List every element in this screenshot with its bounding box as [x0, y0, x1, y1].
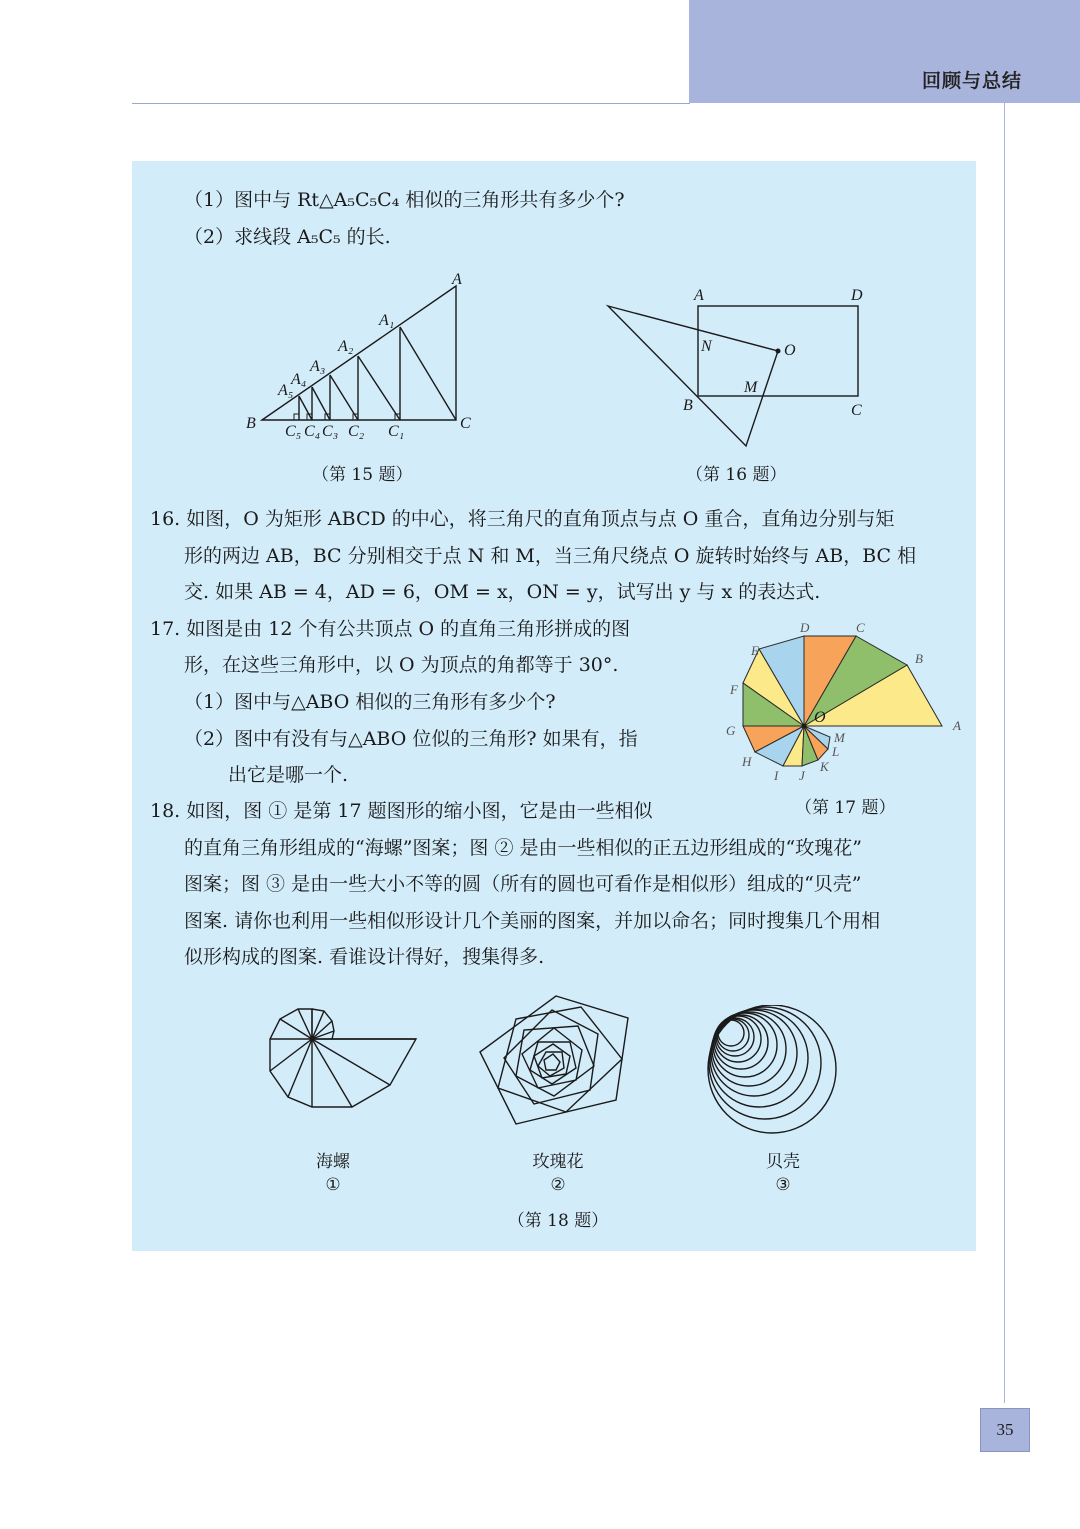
- fig15-label-C4: C₄: [304, 423, 321, 440]
- fig17-label-B: B: [915, 651, 923, 666]
- q17-line5: 出它是哪一个.: [228, 764, 349, 786]
- fig17-label-H: H: [742, 754, 752, 769]
- q17-line3: （1）图中与△ABO 相似的三角形有多少个?: [184, 691, 556, 713]
- fig16-label-D: D: [851, 287, 863, 304]
- q17-line1: 17. 如图是由 12 个有公共顶点 O 的直角三角形拼成的图: [150, 618, 631, 640]
- fig18-caption: （第 18 题）: [507, 1211, 609, 1231]
- q18-line4: 图案. 请你也利用一些相似形设计几个美丽的图案，并加以命名；同时搜集几个用相: [184, 910, 881, 932]
- page-number: 35: [980, 1408, 1030, 1452]
- q18-line3: 图案；图 ③ 是由一些大小不等的圆（所有的圆也可看作是相似形）组成的“贝壳”: [184, 873, 862, 895]
- q16-line3: 交. 如果 AB = 4，AD = 6，OM = x，ON = y，试写出 y 与 x 的表达式.: [184, 581, 821, 603]
- fig18-num-3: ③: [775, 1175, 791, 1195]
- fig18-label-shell: 贝壳: [766, 1152, 800, 1172]
- q18-line1: 18. 如图，图 ① 是第 17 题图形的缩小图，它是由一些相似: [150, 800, 653, 822]
- fig18-num-1: ①: [325, 1175, 341, 1195]
- fig15-label-A: A: [452, 271, 462, 288]
- q16-line1: 16. 如图，O 为矩形 ABCD 的中心，将三角尺的直角顶点与点 O 重合，直角边分别与矩: [150, 508, 895, 530]
- fig17-label-G: G: [726, 723, 736, 738]
- fig15-label-C2: C₂: [348, 423, 365, 440]
- fig16-label-C: C: [851, 402, 862, 419]
- fig17-label-L: L: [832, 744, 840, 759]
- fig15-label-A2: A₂: [338, 338, 354, 355]
- fig15-label-A5: A₅: [278, 382, 294, 399]
- q18-line5: 似形构成的图案. 看谁设计得好，搜集得多.: [184, 946, 545, 968]
- fig16-label-N: N: [701, 338, 712, 355]
- q15-part1: （1）图中与 Rt△A₅C₅C₄ 相似的三角形共有多少个?: [184, 189, 625, 211]
- side-rule: [1004, 103, 1005, 1403]
- q15-part2: （2）求线段 A₅C₅ 的长.: [184, 226, 391, 248]
- fig15-label-C: C: [460, 415, 471, 432]
- q18-line2: 的直角三角形组成的“海螺”图案；图 ② 是由一些相似的正五边形组成的“玫瑰花”: [184, 837, 862, 859]
- fig15-label-A3: A₃: [310, 358, 326, 375]
- q16-line2: 形的两边 AB，BC 分别相交于点 N 和 M，当三角尺绕点 O 旋转时始终与 AB，BC 相: [184, 545, 917, 567]
- fig17-label-A: A: [953, 718, 961, 733]
- fig15-label-C3: C₃: [322, 423, 339, 440]
- figure-16: [600, 280, 880, 455]
- fig17-label-F: F: [730, 682, 738, 697]
- fig17-label-M: M: [834, 730, 845, 745]
- fig15-label-C5: C₅: [285, 423, 302, 440]
- fig15-label-C1: C₁: [388, 423, 405, 440]
- fig16-label-B: B: [683, 397, 693, 414]
- fig17-label-O: O: [814, 709, 826, 726]
- figure-18-rose: [476, 992, 636, 1132]
- fig18-num-2: ②: [550, 1175, 566, 1195]
- fig17-label-I: I: [774, 768, 779, 783]
- header-rule: [132, 103, 690, 104]
- fig17-caption: （第 17 题）: [795, 798, 896, 818]
- figure-18-conch: [262, 1005, 422, 1115]
- fig18-label-rose: 玫瑰花: [532, 1152, 584, 1172]
- fig17-label-K: K: [820, 759, 829, 774]
- fig15-label-B: B: [246, 415, 256, 432]
- fig16-label-A: A: [694, 287, 704, 304]
- figure-18-shell: [700, 1005, 845, 1135]
- header-title: 回顾与总结: [921, 70, 1022, 92]
- fig16-label-O: O: [784, 342, 796, 359]
- fig16-label-M: M: [744, 379, 758, 396]
- figure-15: [240, 268, 490, 448]
- q17-line4: （2）图中有没有与△ABO 位似的三角形? 如果有，指: [184, 728, 638, 750]
- fig15-label-A4: A₄: [291, 371, 307, 388]
- figure-17: [722, 614, 967, 789]
- fig18-label-conch: 海螺: [316, 1152, 350, 1172]
- fig16-caption: （第 16 题）: [686, 465, 787, 485]
- q17-line2: 形，在这些三角形中，以 O 为顶点的角都等于 30°.: [184, 654, 619, 676]
- fig17-label-J: J: [799, 768, 805, 783]
- fig15-caption: （第 15 题）: [312, 465, 413, 485]
- fig17-label-C: C: [856, 620, 865, 635]
- fig15-label-A1: A₁: [379, 312, 395, 329]
- fig17-label-E: E: [751, 643, 759, 658]
- fig17-label-D: D: [800, 620, 810, 635]
